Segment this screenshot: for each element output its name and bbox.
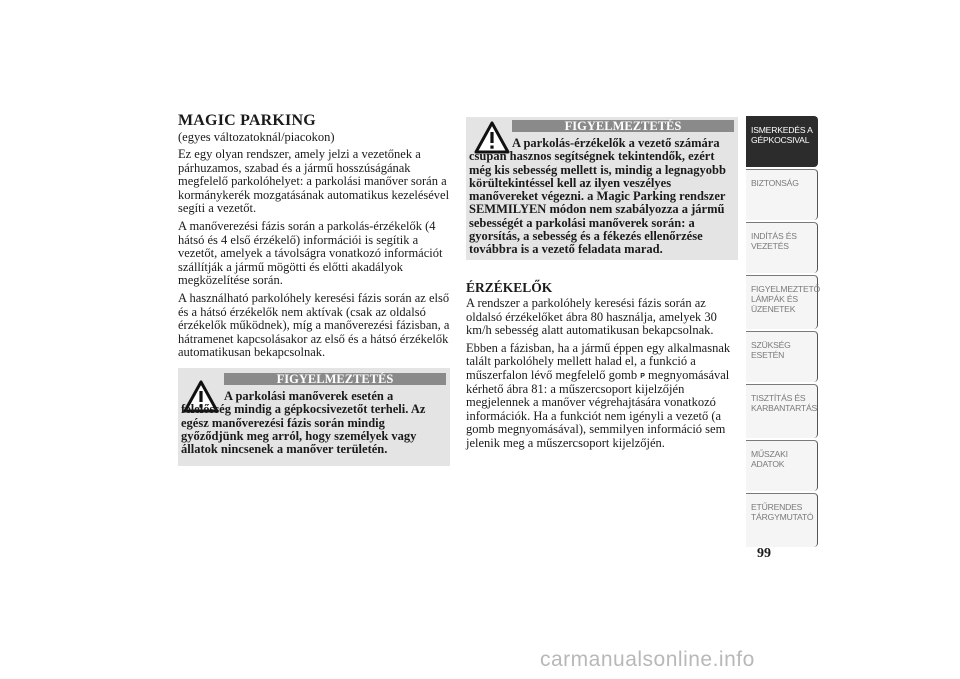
- tab-szukseg[interactable]: SZÜKSÉG ESETÉN: [746, 331, 818, 382]
- paragraph-text: megnyomásával kérhető ábra 81: a műszercsoport kijelzőjén megjelennek a manőver végrehajtására vonatkozó információk. Ha a funkciót nem igényli a vezető (a gomb megnyomásával), semmilyen információ sem jelenik meg a műszercsoport kijelzőjén.: [466, 367, 730, 450]
- paragraph: A használható parkolóhely keresési fázis során az első és a hátsó érzékelők nem aktívak (csak az oldalsó érzékelők működnek), míg a manőverezési fázisban, a hátramenet kapcsolásakor az első és a hátsó érzékelők automatikusan bekapcsolnak.: [178, 290, 450, 360]
- section-title-erzekelok: ÉRZÉKELŐK: [466, 280, 553, 295]
- tab-figyelmezteto[interactable]: FIGYELMEZTETŐ LÁMPÁK ÉS ÜZENETEK: [746, 275, 818, 329]
- parking-button-icon: P: [640, 372, 645, 380]
- watermark: carmanualsonline.info: [540, 648, 755, 671]
- paragraph: [466, 342, 738, 451]
- warning-text: A parkolás-érzékelők a vezető számára csupán hasznos segítségnek tekintendők, ezért még kis sebesség mellett is, mindig a legnagyobb körültekintéssel kell az ilyen veszélyes manővereket végezni. a Magic Parking rendszer SEMMILYEN módon nem szabályozza a jármű sebességét a parkolási manőverek során: a gyorsítás, a sebesség és a fékezés ellenőrzése továbbra is a vezető feladata marad.: [469, 136, 726, 257]
- paragraph: A manőverezési fázis során a parkolás-érzékelők (4 hátsó és 4 első érzékelő) információi is segítik a vezetőt, amelyek a távolságra vonatkozó információt szállítják a jármű mögötti és előtti akadályok megközelítése során.: [178, 218, 443, 288]
- page-number: 99: [757, 546, 771, 561]
- subtitle: (egyes változatoknál/piacokon): [178, 130, 335, 144]
- left-column: [178, 112, 450, 466]
- tab-targymutato[interactable]: ETŰRENDES TÁRGYMUTATÓ: [746, 493, 818, 547]
- right-column: [466, 117, 738, 455]
- chapter-tabs: [746, 116, 821, 549]
- paragraph: Ez egy olyan rendszer, amely jelzi a vezetőnek a párhuzamos, szabad és a jármű hosszúságának megfelelő parkolóhelyet: a parkolási manőver során a kormánykerék mozgatásának automatikus kezelésével segíti a vezetőt.: [178, 147, 450, 216]
- warning-title: FIGYELMEZTETÉS: [512, 120, 734, 132]
- section-title-magic-parking: MAGIC PARKING: [178, 112, 316, 129]
- tab-biztonsag[interactable]: BIZTONSÁG: [746, 169, 818, 220]
- tab-inditas[interactable]: INDÍTÁS ÉS VEZETÉS: [746, 222, 818, 273]
- warning-box: [466, 117, 738, 260]
- tab-tisztitas[interactable]: TISZTÍTÁS ÉS KARBANTARTÁS: [746, 384, 818, 438]
- paragraph: A rendszer a parkolóhely keresési fázis során az oldalsó érzékelőket ábra 80 használja, amelyek 30 km/h sebesség alatt automatikusan bekapcsolnak.: [466, 296, 717, 338]
- paragraph-text: Ebben a fázisban, ha a jármű éppen egy alkalmasnak talált parkolóhely mellett halad el, a funkció a műszerfalon lévő megfelelő gomb: [466, 340, 731, 382]
- tab-ismerkedes[interactable]: ISMERKEDÉS A GÉPKOCSIVAL: [746, 116, 818, 167]
- warning-box: [178, 368, 450, 466]
- warning-title: FIGYELMEZTETÉS: [224, 373, 446, 385]
- warning-text: A parkolási manőverek esetén a felelősség mindig a gépkocsivezetőt terheli. Az egész manőverezési fázis során mindig győződjünk meg arról, hogy személyek vagy állatok nincsenek a manőver területén.: [181, 388, 426, 457]
- tab-muszaki[interactable]: MŰSZAKI ADATOK: [746, 440, 818, 491]
